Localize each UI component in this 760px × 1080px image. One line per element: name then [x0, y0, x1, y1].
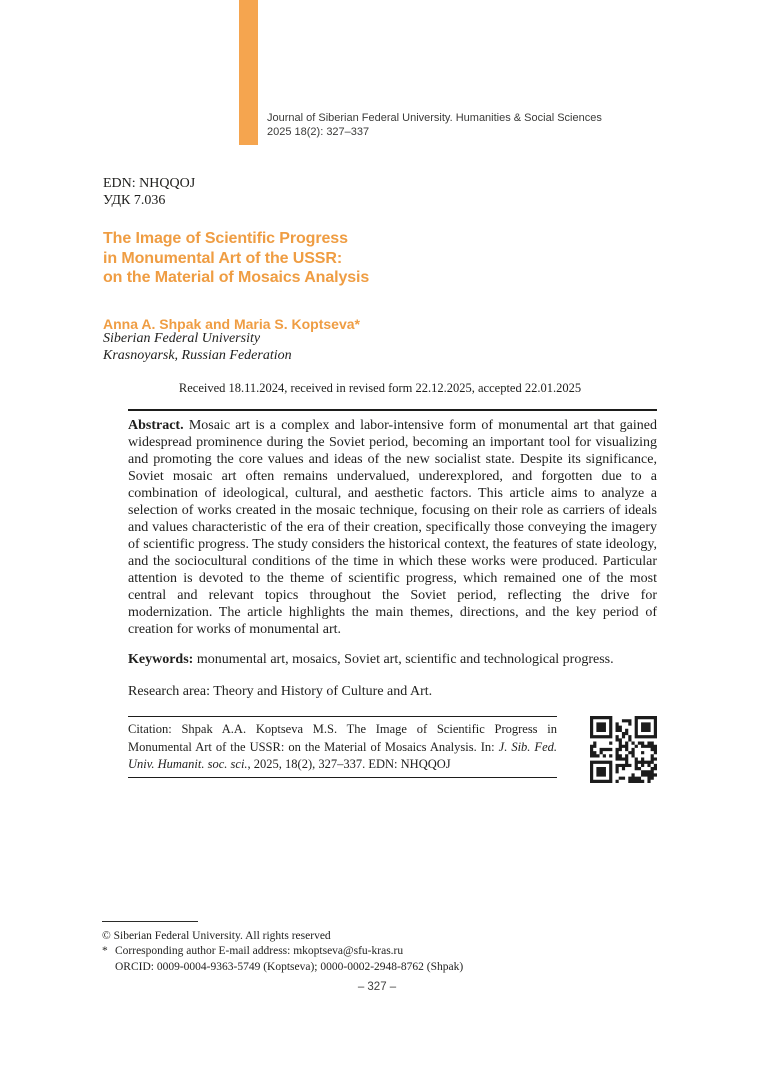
article-title-line: in Monumental Art of the USSR: [103, 249, 343, 267]
article-title [103, 229, 369, 288]
citation-journal-abbrev: J. Sib. Fed. Univ. Humanit. soc. sci. [128, 739, 557, 771]
keywords-paragraph [128, 652, 657, 668]
article-title-line: The Image of Scientific Progress [103, 230, 348, 247]
copyright-line: © Siberian Federal University. All rights reserved [102, 930, 331, 942]
journal-issue-info: 2025 18(2): 327–337 [267, 125, 370, 138]
corresponding-author-line [102, 944, 658, 959]
abstract-paragraph [128, 409, 657, 638]
keywords-text: monumental art, mosaics, Soviet art, scientific and technological progress. [193, 652, 614, 667]
asterisk-marker: * [102, 945, 108, 958]
affiliation-line: Krasnoyarsk, Russian Federation [103, 347, 292, 363]
article-title-line: on the Material of Mosaics Analysis [103, 269, 370, 286]
udk-code: УДК 7.036 [103, 192, 166, 208]
masthead-accent-bar [239, 0, 258, 145]
citation-text: Citation: Shpak A.A. Koptseva M.S. The Image of Scientific Progress in Monumental Art of the USSR: on the Material of Mosaics Analysis. In: [128, 722, 557, 754]
footnote-block [102, 921, 658, 975]
journal-masthead [267, 112, 602, 139]
author-affiliation [103, 331, 292, 364]
orcid-line: ORCID: 0009-0004-9363-5749 (Koptseva); 0000-0002-2948-8762 (Shpak) [115, 960, 464, 973]
received-dates-line: Received 18.11.2024, received in revised form 22.12.2025, accepted 22.01.2025 [178, 381, 582, 395]
citation-suffix: , 2025, 18(2), 327–337. EDN: NHQQOJ [247, 757, 451, 771]
journal-name: Journal of Siberian Federal University. Humanities & Social Sciences [267, 112, 602, 124]
citation-block [128, 716, 557, 778]
research-area-line: Research area: Theory and History of Culture and Art. [128, 684, 433, 699]
page-number: – 327 – [357, 981, 397, 993]
qr-code-icon [590, 716, 657, 783]
abstract-label: Abstract. [128, 418, 184, 433]
abstract-text: Mosaic art is a complex and labor-intensive form of monumental art that gained widespread prominence during the Soviet period, becoming an important tool for visualizing and promoting the core values and ideas of the new socialist state. Despite its significance, Soviet mosaic art often remains undervalued, underexplored, and forgotten due to a combination of ideological, cultural, and aesthetic factors. This article aims to analyze a selection of works created in the mosaic technique, focusing on their role as carriers of ideals and values characteristic of the era of their creation, specifically those conveying the imagery of scientific progress. The study considers the historical context, the features of state ideology, and the sociocultural conditions of the time in which these works were produced. Particular attention is devoted to the theme of scientific progress, which remained one of the most central and relevant topics throughout the Soviet period, reflecting the drive for modernization. The article highlights the main themes, directions, and the key period of creation for works of monumental art. [128, 418, 657, 637]
footnote-rule [102, 921, 198, 922]
affiliation-line: Siberian Federal University [103, 331, 261, 346]
article-codes [103, 176, 195, 209]
author-names: Anna A. Shpak and Maria S. Koptseva* [103, 316, 360, 332]
keywords-label: Keywords: [128, 652, 194, 667]
edn-code: EDN: NHQQOJ [103, 176, 196, 191]
corresponding-author-text: Corresponding author E-mail address: mkoptseva@sfu-kras.ru [115, 945, 404, 958]
